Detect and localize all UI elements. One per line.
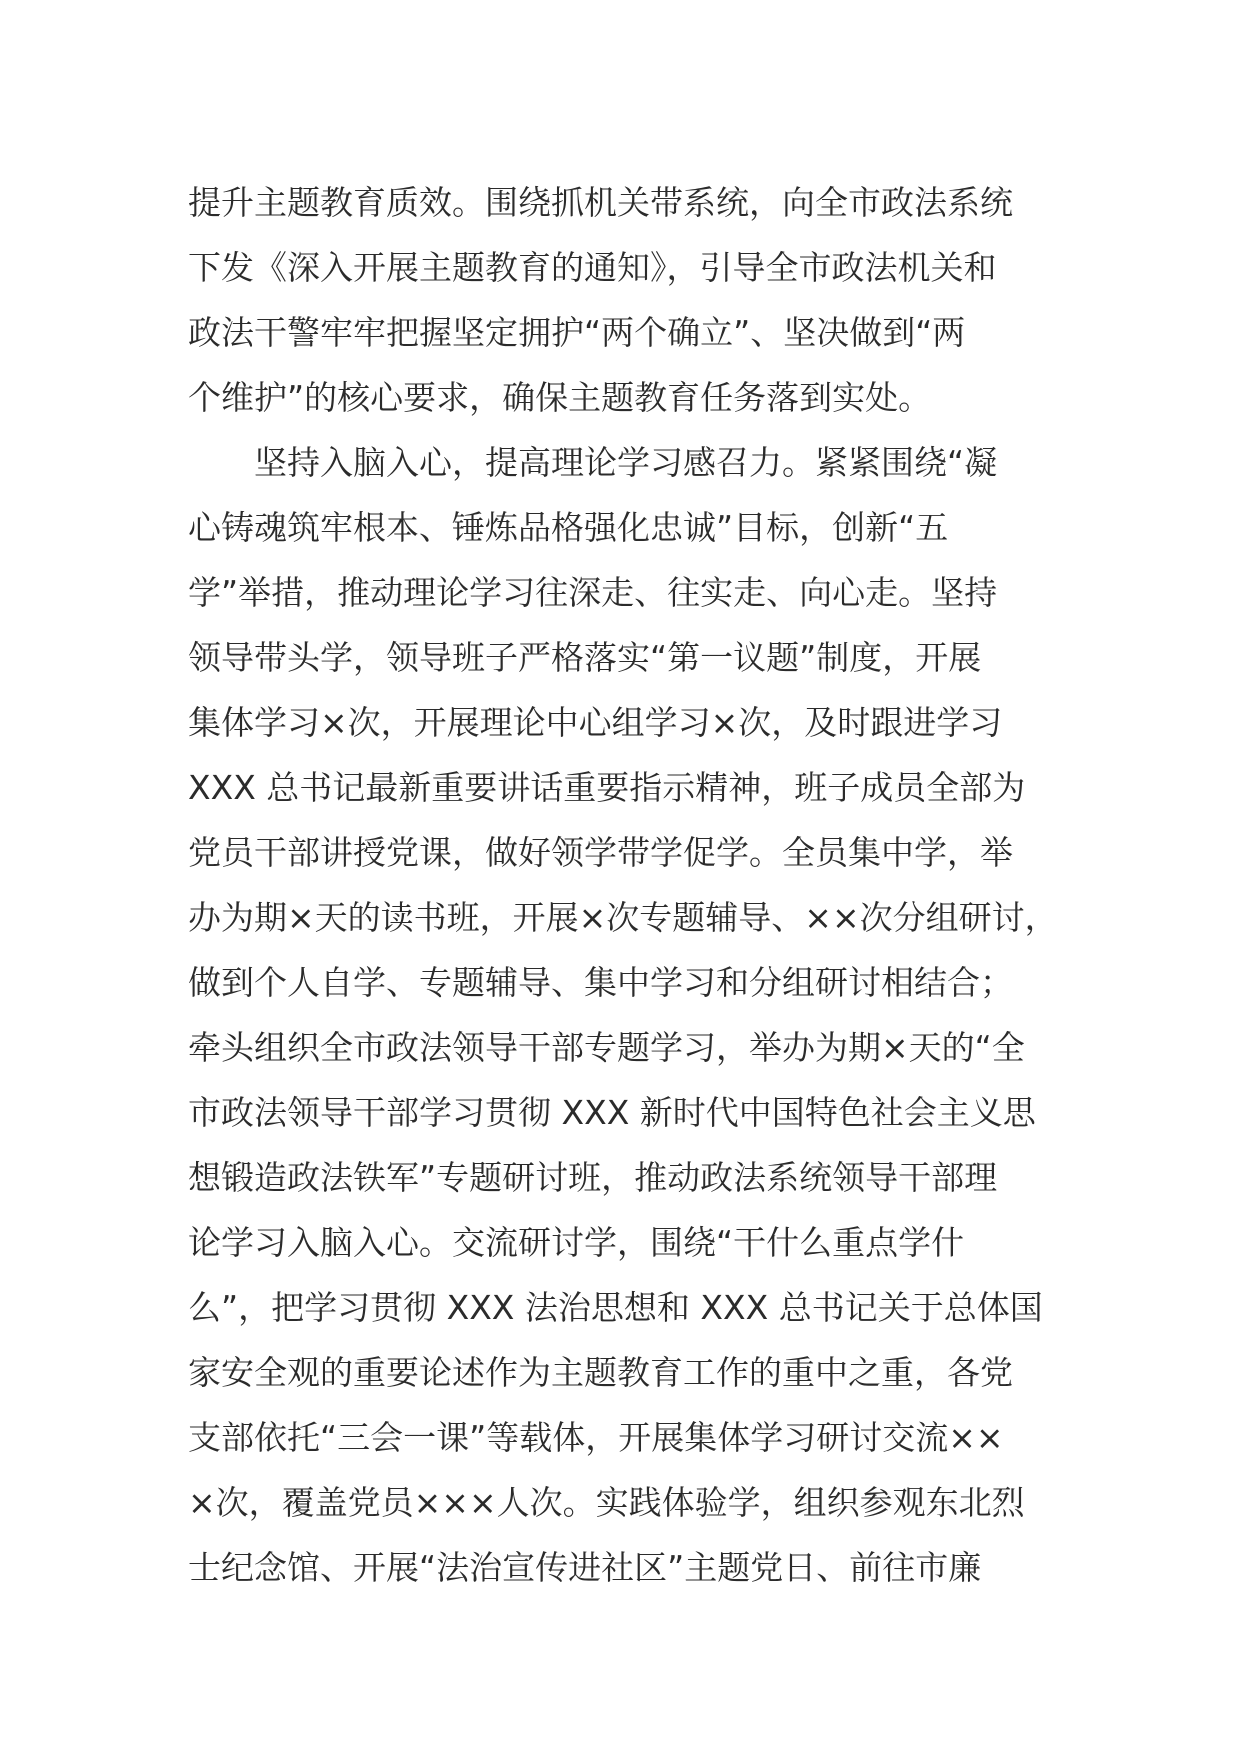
text-line: 论学习入脑入心。交流研讨学，围绕“干什么重点学什 xyxy=(188,1223,965,1262)
text-line: 领导带头学，领导班子严格落实“第一议题”制度，开展 xyxy=(188,638,982,677)
text-line: 下发《深入开展主题教育的通知》，引导全市政法机关和 xyxy=(188,248,997,287)
text-line: 牵头组织全市政法领导干部专题学习，举办为期×天的“全 xyxy=(188,1028,1025,1067)
text-line: 办为期×天的读书班，开展×次专题辅导、××次分组研讨， xyxy=(188,898,1058,937)
text-line: 想锻造政法铁军”专题研讨班，推动政法系统领导干部理 xyxy=(188,1158,998,1197)
text-line: XXX 总书记最新重要讲话重要指示精神，班子成员全部为 xyxy=(188,768,1026,807)
text-line: 集体学习×次，开展理论中心组学习×次，及时跟进学习 xyxy=(188,703,1003,742)
text-line: 做到个人自学、专题辅导、集中学习和分组研讨相结合； xyxy=(188,963,1013,1002)
text-line: 家安全观的重要论述作为主题教育工作的重中之重，各党 xyxy=(188,1353,1013,1392)
text-line: 个维护”的核心要求，确保主题教育任务落到实处。 xyxy=(188,378,932,417)
text-line: 党员干部讲授党课，做好领学带学促学。全员集中学，举 xyxy=(188,833,1013,872)
text-line: 提升主题教育质效。围绕抓机关带系统，向全市政法系统 xyxy=(188,183,1013,222)
text-line: ×次，覆盖党员×××人次。实践体验学，组织参观东北烈 xyxy=(188,1483,1025,1522)
text-line: 政法干警牢牢把握坚定拥护“两个确立”、坚决做到“两 xyxy=(188,313,966,352)
text-line: 市政法领导干部学习贯彻 XXX 新时代中国特色社会主义思 xyxy=(188,1093,1036,1132)
text-line: 士纪念馆、开展“法治宣传进社区”主题党日、前往市廉 xyxy=(188,1548,982,1587)
document-body xyxy=(188,170,1068,1600)
text-line: 学”举措，推动理论学习往深走、往实走、向心走。坚持 xyxy=(188,573,998,612)
text-line: 支部依托“三会一课”等载体，开展集体学习研讨交流×× xyxy=(188,1418,1004,1457)
paragraph-first-line: 坚持入脑入心，提高理论学习感召力。紧紧围绕“凝 xyxy=(254,443,998,482)
text-line: 么”，把学习贯彻 XXX 法治思想和 XXX 总书记关于总体国 xyxy=(188,1288,1043,1327)
text-line: 心铸魂筑牢根本、锤炼品格强化忠诚”目标，创新“五 xyxy=(188,508,949,547)
